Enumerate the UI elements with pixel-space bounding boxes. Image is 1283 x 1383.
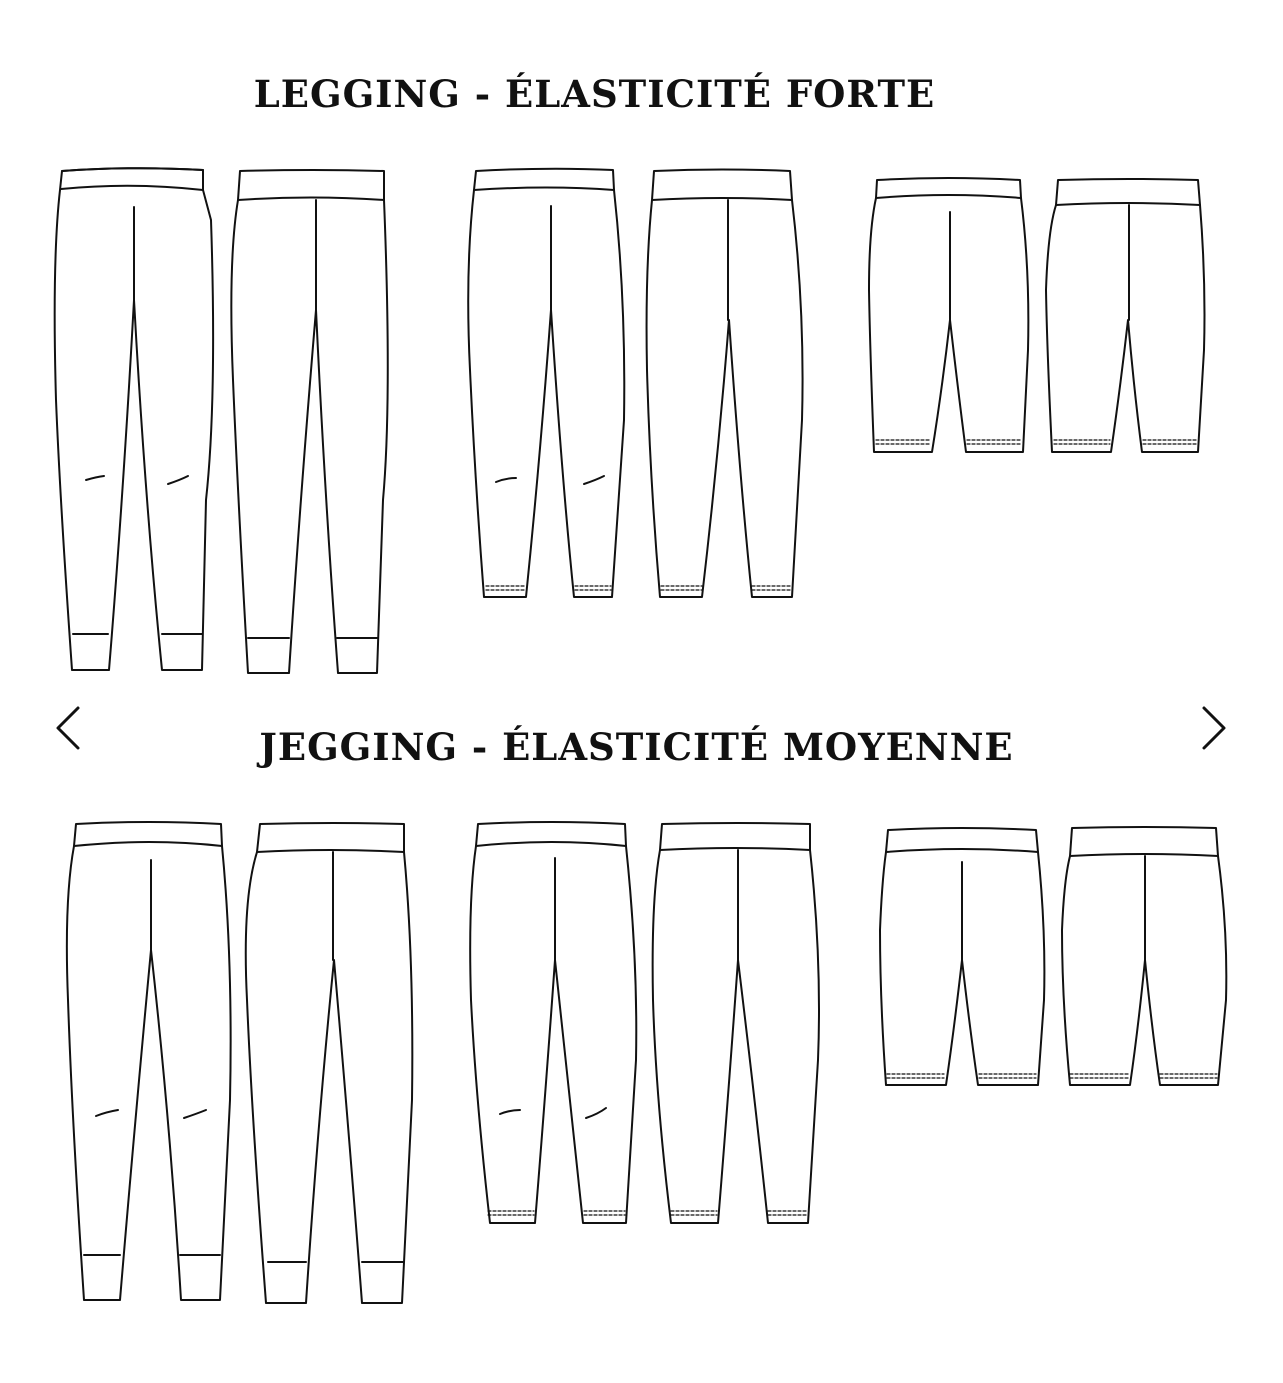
jegging-shorts-front: [880, 828, 1044, 1085]
legging-shorts-front: [869, 178, 1028, 452]
legging-long-front: [55, 168, 213, 670]
jegging-cropped-front: [470, 822, 636, 1223]
jegging-long-back: [246, 823, 413, 1303]
legging-cropped-front: [468, 169, 624, 597]
legging-long-back: [231, 170, 387, 673]
legging-cropped-back: [647, 170, 803, 598]
prev-slide-button[interactable]: [38, 698, 98, 758]
section-title-jegging: JEGGING - ÉLASTICITÉ MOYENNE: [259, 725, 1014, 769]
next-slide-button[interactable]: [1184, 698, 1244, 758]
chevron-left-icon: [52, 704, 84, 752]
jegging-cropped-back: [653, 823, 819, 1223]
jegging-shorts-back: [1062, 827, 1226, 1085]
chevron-right-icon: [1198, 704, 1230, 752]
jegging-long-front: [67, 822, 231, 1300]
legging-shorts-back: [1046, 179, 1205, 452]
section-title-legging: LEGGING - ÉLASTICITÉ FORTE: [253, 72, 936, 116]
